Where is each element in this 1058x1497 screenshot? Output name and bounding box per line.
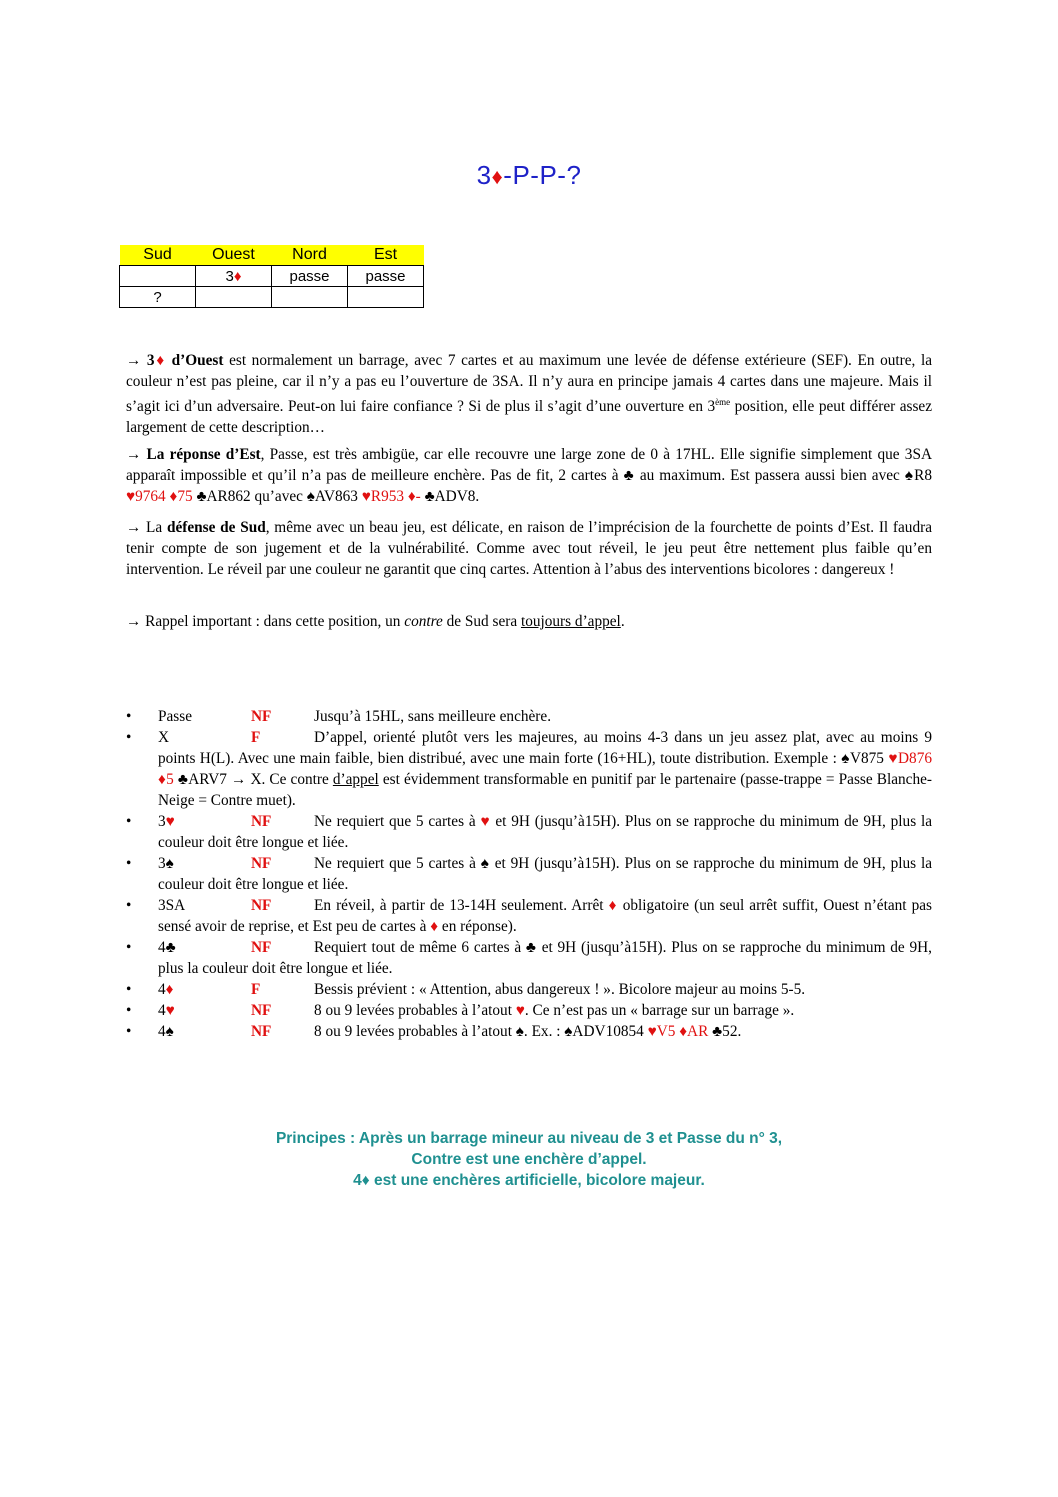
club-icon: ♣ bbox=[165, 939, 176, 956]
bid-label: X bbox=[158, 729, 170, 746]
principles-summary bbox=[0, 1128, 1058, 1191]
bid-label: 3SA bbox=[158, 897, 186, 914]
heart-icon: ♥ bbox=[165, 813, 175, 830]
bid-description: 8 ou 9 levées probables à l’atout bbox=[314, 1002, 516, 1019]
bold-bid: 3 bbox=[146, 352, 155, 369]
bold-label: défense de Sud bbox=[166, 519, 266, 536]
diamond-icon: ♦ bbox=[165, 981, 174, 998]
underlined-text: toujours d’appel bbox=[520, 613, 621, 630]
bold-label: d’Ouest bbox=[165, 352, 224, 369]
principles-text: est une enchères artificielle, bicolore majeur. bbox=[369, 1172, 705, 1189]
forcing-label: F bbox=[251, 981, 261, 998]
cell-est bbox=[348, 287, 424, 308]
cell-sud: ? bbox=[120, 287, 196, 308]
bid-options-list bbox=[126, 706, 932, 1042]
spade-icon: ♠ bbox=[480, 855, 490, 872]
hand-diamonds: ♦AR bbox=[679, 1023, 713, 1040]
page-title bbox=[0, 160, 1058, 191]
bid-label bbox=[158, 811, 251, 832]
bid-description: Ne requiert que 5 cartes à bbox=[314, 855, 481, 872]
hand-diamonds: ♦5 bbox=[158, 771, 178, 788]
list-item bbox=[126, 727, 932, 811]
list-item bbox=[126, 1000, 932, 1021]
paragraph-text: est normalement un barrage, avec 7 cartes et au maximum une levée de défense extérieure (SEF). En outre, la couleur n’est pas pleine, car il n’y a pas eu l’ouverture de 3SA. Il n’y aura en principe jamais 4 cartes dans une majeure. Mais il s’agit ici d’un adversaire. Peut-on lui faire confiance ? Si de plus il s’agit d’une ouverture en 3 bbox=[126, 352, 933, 416]
hand-clubs: ♣ARV7 bbox=[177, 771, 227, 788]
bullet-icon: • bbox=[126, 1002, 132, 1019]
bid-description: → X. Ce contre bbox=[226, 771, 333, 788]
paragraph-est-response bbox=[126, 444, 932, 507]
bid-description: et 9H (jusqu’à15H). Plus on se rapproche du minimum de 9H, plus la couleur doit être longue et liée. bbox=[158, 855, 932, 893]
hand-hearts: ♥D876 bbox=[888, 750, 933, 767]
paragraph-reminder bbox=[126, 611, 932, 632]
title-level: 3 bbox=[476, 160, 492, 190]
hand-clubs: ♣ADV8. bbox=[424, 488, 480, 505]
superscript: ème bbox=[715, 397, 731, 407]
bullet-icon: • bbox=[126, 855, 132, 872]
bullet-icon: • bbox=[126, 897, 132, 914]
paragraph-sud-defense bbox=[126, 517, 932, 580]
diamond-icon: ♦ bbox=[608, 897, 618, 914]
bid-label bbox=[158, 1021, 251, 1042]
bid-label bbox=[158, 979, 251, 1000]
heart-icon: ♥ bbox=[480, 813, 491, 830]
diamond-icon: ♦ bbox=[361, 1172, 370, 1189]
list-item bbox=[126, 811, 932, 853]
list-item bbox=[126, 895, 932, 937]
forcing-label: F bbox=[251, 729, 261, 746]
bid-description: est évidemment transformable en punitif par le partenaire (passe-trappe = Passe Blanche-Neige = Contre muet). bbox=[158, 771, 932, 809]
club-icon: ♣ bbox=[623, 467, 635, 484]
bid-description: obligatoire (un seul arrêt suffit, Ouest n’étant pas sensé avoir de reprise, et Est peu de cartes à bbox=[158, 897, 933, 935]
forcing-label: NF bbox=[251, 708, 272, 725]
cell-ouest bbox=[196, 287, 272, 308]
bid-description: En réveil, à partir de 13-14H seulement. Arrêt bbox=[314, 897, 609, 914]
heart-icon: ♥ bbox=[515, 1002, 525, 1019]
bold-label: La réponse d’Est bbox=[146, 446, 261, 463]
paragraph-text: , même avec un beau jeu, est délicate, en raison de l’imprécision de la fourchette de points d’Est. Il faudra tenir compte de son jugement et de la vulnérabilité. Comme avec tout réveil, le jeu peut être nettement plus faible qu’en intervention. Le réveil par une couleur ne garantit que cinq cartes. Attention à l’abus des interventions bicolores : dangereux ! bbox=[126, 519, 932, 578]
bid-level: 4 bbox=[158, 939, 166, 956]
bid-description: Bessis prévient : « Attention, abus dangereux ! ». Bicolore majeur au moins 5-5. bbox=[314, 981, 806, 998]
header-ouest: Ouest bbox=[196, 245, 272, 266]
bid-label bbox=[158, 937, 251, 958]
hand-hearts: ♥V5 bbox=[647, 1023, 680, 1040]
hand-spades: ♠V875 bbox=[841, 750, 889, 767]
forcing-label: NF bbox=[251, 813, 272, 830]
hand-hearts: ♥9764 bbox=[126, 488, 170, 505]
bid-level: 3 bbox=[158, 813, 166, 830]
bid-description: D’appel, orienté plutôt vers les majeures, au moins 4-3 dans un jeu assez plat, avec au moins 9 points H(L). Avec une main faible, bien distribué, avec une main forte (16+HL), toute distribution. Exemple : bbox=[158, 729, 932, 767]
header-nord: Nord bbox=[272, 245, 348, 266]
hand-diamonds: ♦- bbox=[407, 488, 425, 505]
forcing-label: NF bbox=[251, 1002, 272, 1019]
paragraph-text: → La bbox=[126, 519, 167, 536]
list-item bbox=[126, 937, 932, 979]
bid-level: 3 bbox=[158, 855, 166, 872]
bullet-icon: • bbox=[126, 813, 132, 830]
principles-line: Contre est une enchère d’appel. bbox=[411, 1151, 647, 1168]
cell-est: passe bbox=[348, 266, 424, 287]
paragraph-text: au maximum. Est passera aussi bien avec bbox=[634, 467, 905, 484]
bid-description: 8 ou 9 levées probables à l’atout bbox=[314, 1023, 516, 1040]
paragraph-text: → Rappel important : dans cette position, un bbox=[126, 613, 405, 630]
arrow-icon: → bbox=[126, 446, 147, 463]
bid-label: Passe bbox=[158, 708, 192, 725]
hand-clubs: ♣52. bbox=[712, 1023, 742, 1040]
bullet-icon: • bbox=[126, 1023, 132, 1040]
bid-description: . Ce n’est pas un « barrage sur un barrage ». bbox=[524, 1002, 795, 1019]
spade-icon: ♠ bbox=[165, 1023, 174, 1040]
bid-description: Requiert tout de même 6 cartes à bbox=[314, 939, 526, 956]
bidding-header-row bbox=[120, 245, 424, 266]
diamond-icon: ♦ bbox=[491, 164, 504, 189]
italic-word: contre bbox=[404, 613, 443, 630]
hand-spades: ♠AV863 bbox=[306, 488, 362, 505]
paragraph-text: de Sud sera bbox=[442, 613, 521, 630]
title-sequence: -P-P-? bbox=[503, 160, 582, 190]
bullet-icon: • bbox=[126, 939, 132, 956]
header-est: Est bbox=[348, 245, 424, 266]
principles-line bbox=[0, 1170, 1058, 1191]
cell-nord bbox=[272, 287, 348, 308]
hand-clubs: ♣AR862 bbox=[196, 488, 251, 505]
diamond-icon: ♦ bbox=[233, 267, 242, 285]
forcing-label: NF bbox=[251, 855, 272, 872]
forcing-label: NF bbox=[251, 897, 272, 914]
bid-level: 4 bbox=[353, 1172, 362, 1189]
hand-diamonds: ♦75 bbox=[169, 488, 197, 505]
bullet-icon: • bbox=[126, 729, 132, 746]
bidding-row-2 bbox=[120, 287, 424, 308]
bid-description: Ne requiert que 5 cartes à bbox=[314, 813, 481, 830]
list-item bbox=[126, 1021, 932, 1042]
bidding-row-1 bbox=[120, 266, 424, 287]
hand-spades: ♠R8 bbox=[904, 467, 933, 484]
bullet-icon: • bbox=[126, 708, 132, 725]
paragraph-ouest-opening bbox=[126, 350, 932, 438]
hand-hearts: ♥R953 bbox=[361, 488, 408, 505]
underlined-text: d’appel bbox=[332, 771, 379, 788]
bid-description: et 9H (jusqu’à15H). Plus on se rapproche du minimum de 9H, plus la couleur doit être longue et liée. bbox=[158, 939, 933, 977]
heart-icon: ♥ bbox=[165, 1002, 175, 1019]
principles-line: Principes : Après un barrage mineur au niveau de 3 et Passe du n° 3, bbox=[275, 1130, 783, 1147]
paragraph-text: qu’avec bbox=[250, 488, 307, 505]
paragraph-text: , Passe, est très ambigüe, car elle recouvre une large zone de 0 à 17HL. Elle signifie simplement que 3SA apparaît impossible et qu’il n’a pas de meilleure enchère. Pas de fit, 2 cartes à bbox=[126, 446, 932, 484]
cell-sud bbox=[120, 266, 196, 287]
list-item bbox=[126, 979, 932, 1000]
bidding-table bbox=[119, 245, 424, 308]
bid-level: 3 bbox=[225, 267, 234, 285]
forcing-label: NF bbox=[251, 1023, 272, 1040]
bid-label bbox=[158, 853, 251, 874]
forcing-label: NF bbox=[251, 939, 272, 956]
bid-description: Jusqu’à 15HL, sans meilleure enchère. bbox=[314, 708, 552, 725]
cell-nord: passe bbox=[272, 266, 348, 287]
diamond-icon: ♦ bbox=[154, 352, 166, 369]
spade-icon: ♠ bbox=[165, 855, 174, 872]
bid-level: 4 bbox=[158, 981, 166, 998]
bid-description: . Ex. : bbox=[523, 1023, 565, 1040]
paragraph-text: position, elle peut différer assez largement de cette description… bbox=[126, 398, 932, 437]
bid-level: 4 bbox=[158, 1023, 166, 1040]
cell-ouest bbox=[196, 266, 272, 287]
paragraph-text: . bbox=[620, 613, 625, 630]
bid-label bbox=[158, 1000, 251, 1021]
list-item bbox=[126, 706, 932, 727]
bid-description: en réponse). bbox=[438, 918, 517, 935]
diamond-icon: ♦ bbox=[430, 918, 439, 935]
list-item bbox=[126, 853, 932, 895]
club-icon: ♣ bbox=[525, 939, 537, 956]
arrow-icon: → bbox=[126, 352, 147, 369]
header-sud: Sud bbox=[120, 245, 196, 266]
bullet-icon: • bbox=[126, 981, 132, 998]
spade-icon: ♠ bbox=[515, 1023, 524, 1040]
bid-level: 4 bbox=[158, 1002, 166, 1019]
hand-spades: ♠ADV10854 bbox=[564, 1023, 648, 1040]
bid-description: et 9H (jusqu’à15H). Plus on se rapproche du minimum de 9H, plus la couleur doit être longue et liée. bbox=[158, 813, 932, 851]
